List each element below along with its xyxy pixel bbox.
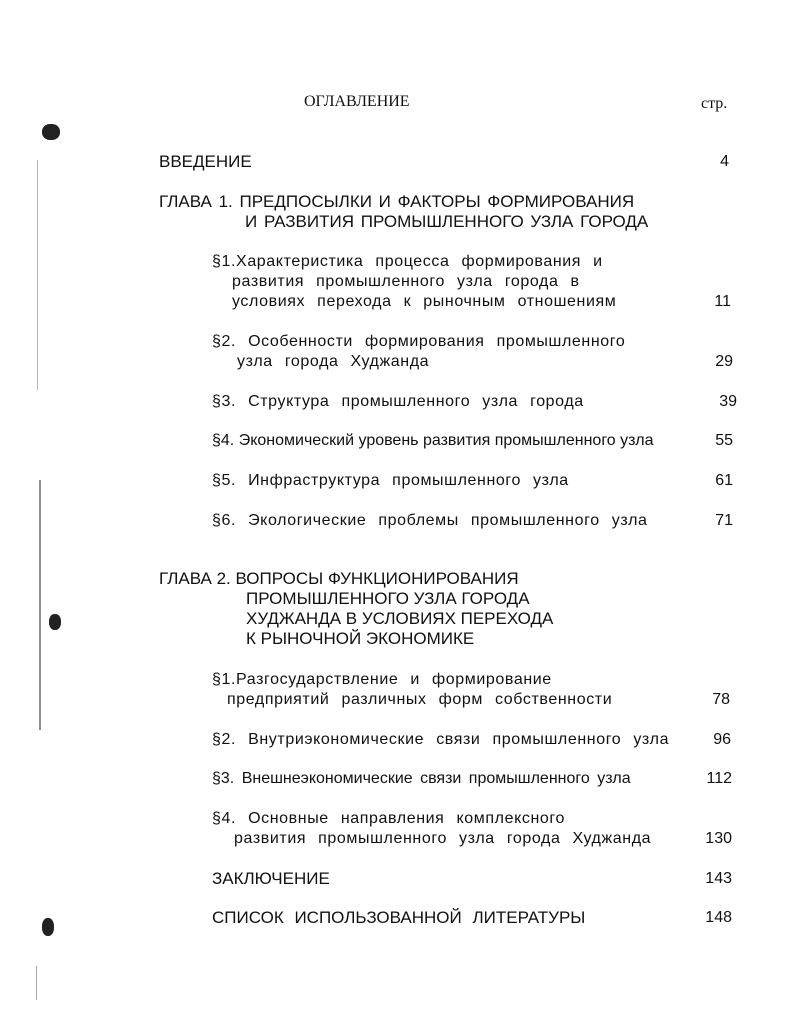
ch1-section4-line1: §4. Экономический уровень развития промышленного узла — [212, 432, 654, 449]
ch2-section3-line1: §3. Внешнеэкономические связи промышленного узла — [212, 770, 631, 787]
ch1-section2-line1: §2. Особенности формирования промышленного — [212, 333, 626, 350]
ch2-section1-page: 78 — [712, 691, 730, 708]
chapter2-title-line4: К РЫНОЧНОЙ ЭКОНОМИКЕ — [246, 629, 475, 648]
scan-blot — [42, 918, 54, 936]
ch2-section3-page: 112 — [706, 770, 732, 787]
chapter1-title-line1: ГЛАВА 1. ПРЕДПОСЫЛКИ И ФАКТОРЫ ФОРМИРОВАНИЯ — [159, 192, 635, 211]
scan-line — [36, 966, 37, 1000]
chapter2-title-line2: ПРОМЫШЛЕННОГО УЗЛА ГОРОДА — [246, 589, 530, 608]
ch1-section5-page: 61 — [715, 472, 733, 489]
conclusion-title: ЗАКЛЮЧЕНИЕ — [212, 869, 330, 888]
ch2-section2-page: 96 — [713, 731, 731, 748]
ch1-section1-page: 11 — [714, 293, 731, 310]
scan-blot — [42, 124, 60, 140]
intro-title: ВВЕДЕНИЕ — [159, 152, 252, 171]
ch1-section1-line1: §1.Характеристика процесса формирования и — [212, 253, 603, 270]
ch1-section2-page: 29 — [715, 353, 733, 370]
toc-title: ОГЛАВЛЕНИЕ — [304, 93, 410, 110]
references-page: 148 — [705, 909, 732, 926]
ch2-section2-line1: §2. Внутриэкономические связи промышленного узла — [212, 731, 670, 748]
ch1-section2-line2: узла города Худжанда — [237, 353, 430, 370]
ch1-section6-page: 71 — [715, 512, 733, 529]
ch2-section4-line2: развития промышленного узла города Худжанда — [234, 830, 652, 847]
page-column-label: стр. — [701, 95, 728, 112]
scan-line — [39, 480, 41, 730]
ch2-section1-line1: §1.Разгосударствление и формирование — [212, 671, 552, 688]
intro-page: 4 — [720, 153, 729, 170]
ch1-section6-line1: §6. Экологические проблемы промышленного узла — [212, 512, 648, 529]
ch1-section4-page: 55 — [715, 432, 733, 449]
scan-line — [37, 160, 38, 390]
ch1-section5-line1: §5. Инфраструктура промышленного узла — [212, 472, 569, 489]
ch2-section1-line2: предприятий различных форм собственности — [227, 691, 613, 708]
references-title: СПИСОК ИСПОЛЬЗОВАННОЙ ЛИТЕРАТУРЫ — [212, 908, 586, 927]
ch1-section1-line3: условиях перехода к рыночным отношениям — [232, 293, 617, 310]
ch2-section4-line1: §4. Основные направления комплексного — [212, 810, 565, 827]
conclusion-page: 143 — [705, 870, 732, 887]
chapter1-title-line2: И РАЗВИТИЯ ПРОМЫШЛЕННОГО УЗЛА ГОРОДА — [245, 212, 649, 231]
ch1-section3-page: 39 — [719, 393, 737, 410]
ch1-section3-line1: §3. Структура промышленного узла города — [212, 393, 584, 410]
chapter2-title-line3: ХУДЖАНДА В УСЛОВИЯХ ПЕРЕХОДА — [246, 609, 554, 628]
ch2-section4-page: 130 — [705, 830, 732, 847]
scan-blot — [49, 614, 61, 630]
chapter2-title-line1: ГЛАВА 2. ВОПРОСЫ ФУНКЦИОНИРОВАНИЯ — [159, 569, 519, 588]
ch1-section1-line2: развития промышленного узла города в — [232, 273, 580, 290]
